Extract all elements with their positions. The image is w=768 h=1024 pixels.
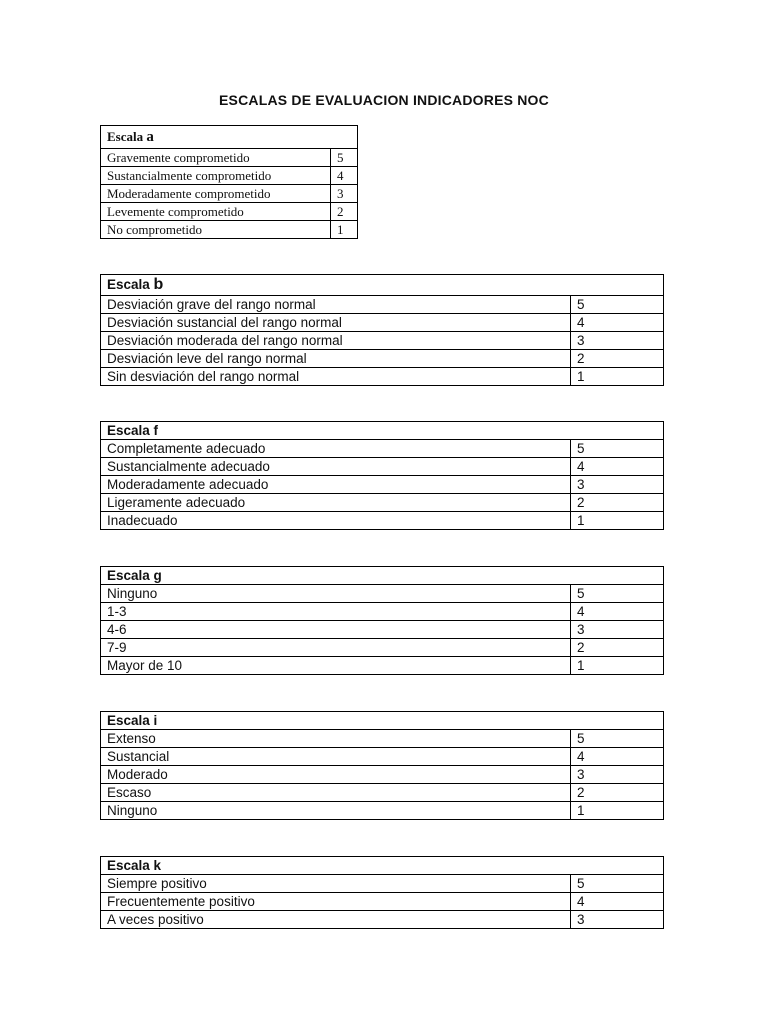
scale-header-row [101,275,664,296]
table-row [101,748,664,766]
scale-value: 3 [571,911,664,929]
table-row [101,784,664,802]
scale-header-prefix: Escala [107,568,154,583]
scale-value: 1 [331,221,358,239]
scale-header [101,275,664,296]
scale-value: 3 [331,185,358,203]
scale-table-k [100,856,664,929]
scale-header-letter: i [153,713,158,728]
scale-label: Escaso [101,784,571,802]
scale-value: 5 [571,875,664,893]
scale-header-row [101,567,664,585]
scale-value: 1 [571,368,664,386]
table-row [101,802,664,820]
scale-value: 2 [571,350,664,368]
table-row [101,766,664,784]
scale-header [101,712,664,730]
table-row [101,639,664,657]
scale-label: Desviación sustancial del rango normal [101,314,571,332]
scale-value: 5 [571,585,664,603]
table-row [101,875,664,893]
scale-table-a [100,125,358,239]
scale-label: Mayor de 10 [101,657,571,675]
table-row [101,730,664,748]
table-row [101,149,358,167]
scale-table-f [100,421,664,530]
scale-header-row [101,712,664,730]
scale-table-i [100,711,664,820]
table-row [101,203,358,221]
scale-label: Sustancial [101,748,571,766]
scale-label: Completamente adecuado [101,440,571,458]
scale-label: Sin desviación del rango normal [101,368,571,386]
scale-label: Inadecuado [101,512,571,530]
table-row [101,167,358,185]
table-row [101,458,664,476]
scale-header-row [101,126,358,149]
scale-value: 5 [571,296,664,314]
scale-label: 1-3 [101,603,571,621]
scale-label: Levemente comprometido [101,203,331,221]
scale-value: 3 [571,332,664,350]
scale-label: Siempre positivo [101,875,571,893]
scale-label: No comprometido [101,221,331,239]
scale-value: 1 [571,657,664,675]
scale-header-prefix: Escala [107,423,154,438]
scale-header [101,422,664,440]
scale-value: 2 [571,494,664,512]
scale-header [101,567,664,585]
table-row [101,350,664,368]
scale-label: Frecuentemente positivo [101,893,571,911]
table-row [101,621,664,639]
scale-header-prefix: Escala [107,129,147,144]
table-row [101,911,664,929]
scale-header-row [101,422,664,440]
table-row [101,476,664,494]
table-row [101,368,664,386]
scale-table-b [100,274,664,386]
scale-label: Desviación moderada del rango normal [101,332,571,350]
table-row [101,440,664,458]
scale-value: 3 [571,476,664,494]
scale-value: 4 [571,893,664,911]
table-row [101,185,358,203]
scale-value: 5 [331,149,358,167]
scale-header-letter: k [153,858,162,873]
scale-label: Desviación grave del rango normal [101,296,571,314]
table-row [101,221,358,239]
scale-table-g [100,566,664,675]
scale-label: Ninguno [101,802,571,820]
scale-header-prefix: Escala [107,858,154,873]
scale-value: 5 [571,440,664,458]
scale-label: Desviación leve del rango normal [101,350,571,368]
scale-label: Moderadamente comprometido [101,185,331,203]
scale-header-letter: a [146,129,154,145]
scale-label: Gravemente comprometido [101,149,331,167]
scale-label: Ninguno [101,585,571,603]
table-row [101,657,664,675]
scale-header-row [101,857,664,875]
scale-value: 3 [571,766,664,784]
scale-value: 4 [571,748,664,766]
scale-label: Ligeramente adecuado [101,494,571,512]
scale-value: 1 [571,802,664,820]
scale-label: Sustancialmente adecuado [101,458,571,476]
scale-header [101,126,358,149]
scale-label: Moderado [101,766,571,784]
scale-header-letter: f [153,423,159,438]
scale-value: 2 [571,784,664,802]
scale-label: Moderadamente adecuado [101,476,571,494]
scale-label: 7-9 [101,639,571,657]
scale-label: 4-6 [101,621,571,639]
scale-value: 4 [571,314,664,332]
scale-label: Sustancialmente comprometido [101,167,331,185]
table-row [101,512,664,530]
scale-value: 4 [331,167,358,185]
scale-label: A veces positivo [101,911,571,929]
table-row [101,314,664,332]
scale-label: Extenso [101,730,571,748]
table-row [101,893,664,911]
scale-value: 4 [571,603,664,621]
table-row [101,603,664,621]
scale-header-letter: b [153,276,164,293]
scale-value: 5 [571,730,664,748]
scale-value: 4 [571,458,664,476]
scale-value: 3 [571,621,664,639]
table-row [101,494,664,512]
scale-value: 1 [571,512,664,530]
scale-value: 2 [571,639,664,657]
table-row [101,296,664,314]
document-title: ESCALAS DE EVALUACION INDICADORES NOC [219,92,549,108]
table-row [101,585,664,603]
scale-header [101,857,664,875]
scale-value: 2 [331,203,358,221]
scale-header-prefix: Escala [107,277,154,292]
scale-header-letter: g [153,568,162,583]
table-row [101,332,664,350]
scale-header-prefix: Escala [107,713,154,728]
